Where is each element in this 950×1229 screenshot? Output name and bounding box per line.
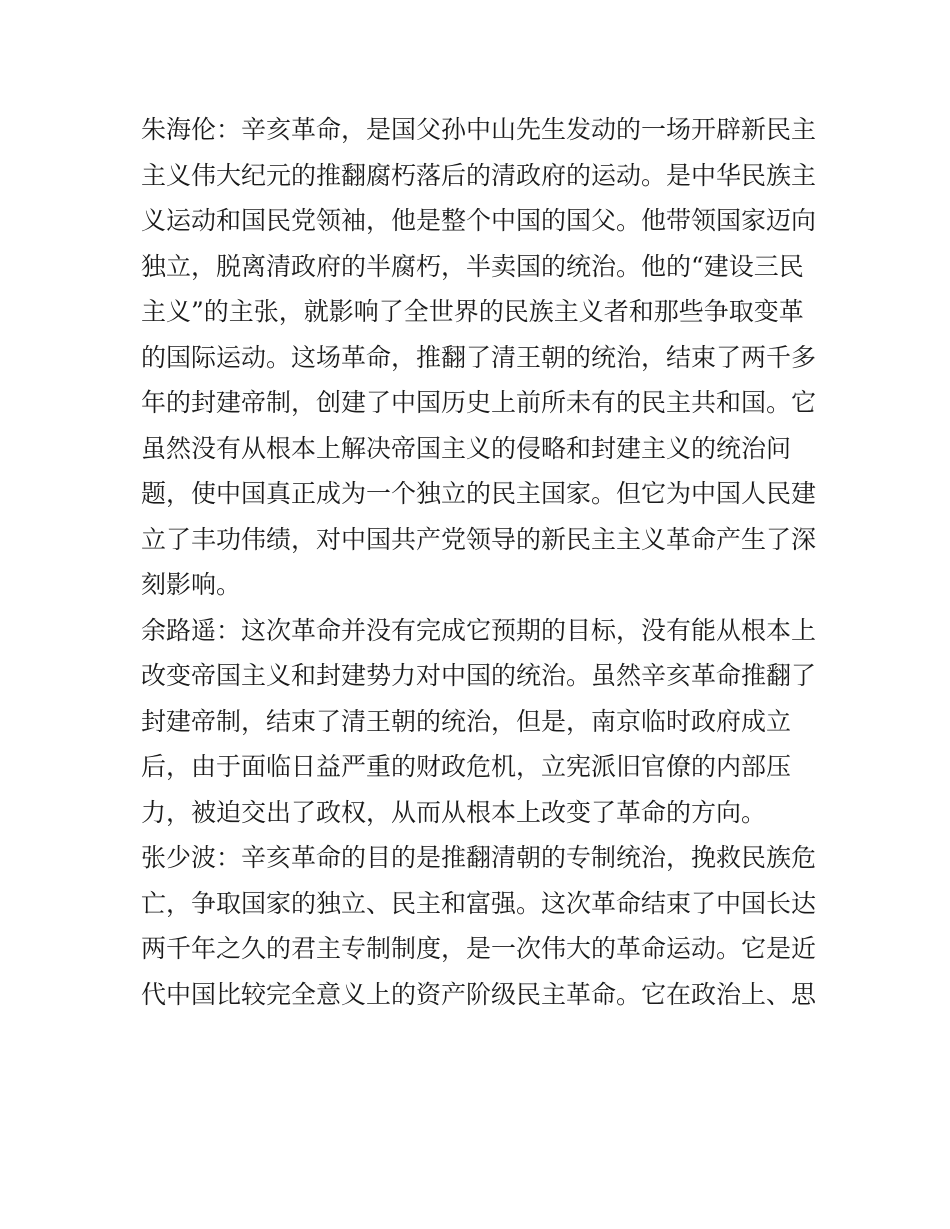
- text-line: 亡，争取国家的独立、民主和富强。这次革命结束了中国长达: [141, 888, 817, 918]
- paragraph-zhang-shaobo: [141, 835, 821, 1017]
- text-line: 的国际运动。这场革命，推翻了清王朝的统治，结束了两千多: [141, 342, 817, 372]
- paragraph-zhu-hailun: [141, 107, 821, 608]
- text-line: 两千年之久的君主专制制度，是一次伟大的革命运动。它是近: [141, 934, 817, 963]
- text-line: 主义”的主张，就影响了全世界的民族主义者和那些争取变革: [141, 297, 804, 326]
- text-line: 立了丰功伟绩，对中国共产党领导的新民主主义革命产生了深: [141, 524, 817, 554]
- text-line: 朱海伦：辛亥革命，是国父孙中山先生发动的一场开辟新民主: [141, 115, 817, 144]
- text-line: 张少波：辛亥革命的目的是推翻清朝的专制统治，挽救民族危: [141, 843, 817, 872]
- text-line: 主义伟大纪元的推翻腐朽落后的清政府的运动。是中华民族主: [141, 160, 817, 190]
- text-line: 后，由于面临日益严重的财政危机，立宪派旧官僚的内部压: [141, 752, 792, 781]
- text-line: 封建帝制，结束了清王朝的统治，但是，南京临时政府成立: [141, 706, 792, 736]
- text-line: 义运动和国民党领袖，他是整个中国的国父。他带领国家迈向: [141, 206, 817, 235]
- document-body: [141, 107, 821, 1017]
- text-line: 虽然没有从根本上解决帝国主义的侵略和封建主义的统治问: [141, 433, 792, 463]
- text-line: 刻影响。: [141, 570, 242, 599]
- text-line: 力，被迫交出了政权，从而从根本上改变了革命的方向。: [141, 797, 767, 827]
- text-line: 年的封建帝制，创建了中国历史上前所未有的民主共和国。它: [141, 388, 817, 417]
- text-line: 独立，脱离清政府的半腐朽，半卖国的统治。他的“建设三民: [141, 251, 804, 281]
- text-line: 代中国比较完全意义上的资产阶级民主革命。它在政治上、思: [141, 979, 817, 1009]
- text-line: 改变帝国主义和封建势力对中国的统治。虽然辛亥革命推翻了: [141, 661, 817, 690]
- text-line: 题，使中国真正成为一个独立的民主国家。但它为中国人民建: [141, 479, 817, 508]
- text-line: 余路遥：这次革命并没有完成它预期的目标，没有能从根本上: [141, 615, 817, 645]
- paragraph-yu-luyao: [141, 608, 821, 836]
